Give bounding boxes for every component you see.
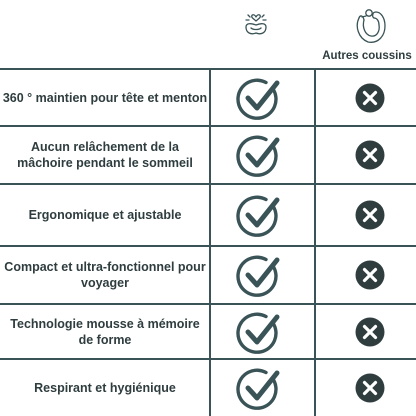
comparison-row	[0, 127, 416, 183]
u-shaped-pillow-icon	[350, 4, 390, 48]
comparison-row	[0, 185, 416, 245]
comparison-row	[0, 247, 416, 303]
comparison-header	[0, 0, 416, 68]
heart-pillow-logo-icon	[241, 9, 271, 39]
feature-label: 360 ° maintien pour tête et menton	[2, 90, 208, 105]
cross-icon	[354, 259, 386, 291]
feature-label: Compact et ultra-fonctionnel pour voyager	[4, 260, 206, 290]
comparison-row	[0, 305, 416, 358]
check-icon	[236, 134, 282, 180]
cross-icon	[354, 372, 386, 404]
feature-label: Aucun relâchement de la mâchoire pendant le sommeil	[17, 140, 193, 170]
check-icon	[236, 367, 282, 413]
cross-icon	[354, 199, 386, 231]
comparison-row	[0, 70, 416, 125]
feature-label: Respirant et hygiénique	[34, 381, 176, 395]
cross-icon	[354, 139, 386, 171]
feature-label: Ergonomique et ajustable	[28, 208, 182, 222]
other-pillows-column-label: Autres coussins	[322, 50, 412, 62]
cross-icon	[354, 316, 386, 348]
check-icon	[236, 311, 282, 357]
feature-label: Technologie mousse à mémoire de forme	[10, 316, 200, 347]
check-icon	[236, 77, 282, 123]
check-icon	[236, 194, 282, 240]
cross-icon	[354, 82, 386, 114]
check-icon	[236, 254, 282, 300]
comparison-row	[0, 360, 416, 416]
